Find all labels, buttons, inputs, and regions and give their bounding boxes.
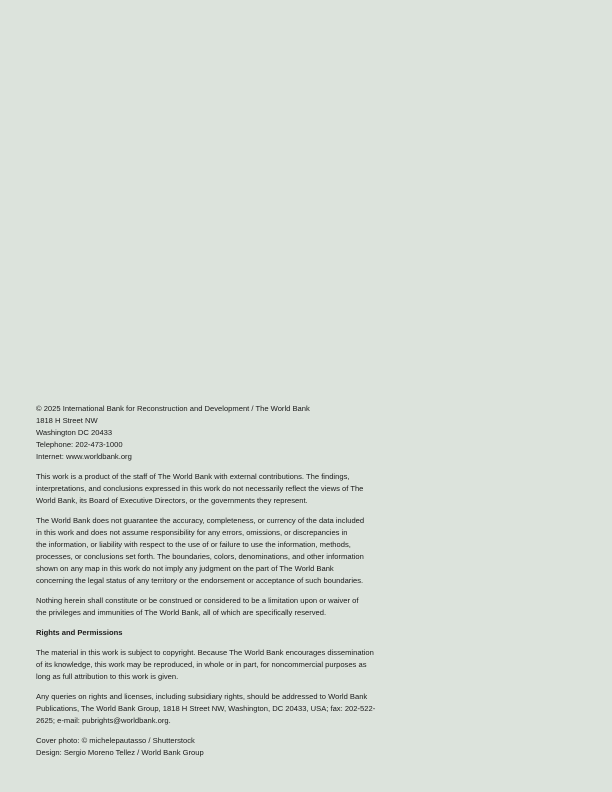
paragraph-line: interpretations, and conclusions expressed in this work do not necessarily reflect the views of The bbox=[36, 484, 364, 493]
disclaimer-immunities-paragraph bbox=[36, 595, 436, 619]
rights-heading: Rights and Permissions bbox=[36, 628, 123, 637]
paragraph-line: The World Bank does not guarantee the accuracy, completeness, or currency of the data included bbox=[36, 516, 365, 525]
paragraph-line: the privileges and immunities of The World Bank, all of which are specifically reserved. bbox=[36, 608, 327, 617]
paragraph-line: Nothing herein shall constitute or be construed or considered to be a limitation upon or waiver of bbox=[36, 596, 359, 605]
cover-photo-credit: Cover photo: © michelepautasso / Shutterstock bbox=[36, 736, 195, 745]
address-block bbox=[36, 403, 436, 463]
telephone-line: Telephone: 202-473-1000 bbox=[36, 440, 123, 449]
internet-line: Internet: www.worldbank.org bbox=[36, 452, 132, 461]
paragraph-line: shown on any map in this work do not imply any judgment on the part of The World Bank bbox=[36, 564, 334, 573]
street-line: 1818 H Street NW bbox=[36, 416, 98, 425]
paragraph-line: long as full attribution to this work is given. bbox=[36, 672, 179, 681]
rights-material-paragraph bbox=[36, 647, 436, 683]
paragraph-line: in this work and does not assume responsibility for any errors, omissions, or discrepancies in bbox=[36, 528, 348, 537]
paragraph-line: the information, or liability with respect to the use of or failure to use the information, methods, bbox=[36, 540, 351, 549]
paragraph-line: Publications, The World Bank Group, 1818 H Street NW, Washington, DC 20433, USA; fax: 202-522- bbox=[36, 704, 376, 713]
disclaimer-guarantee-paragraph bbox=[36, 515, 436, 587]
disclaimer-work-paragraph bbox=[36, 471, 436, 507]
paragraph-line: Any queries on rights and licenses, including subsidiary rights, should be addressed to World Bank bbox=[36, 692, 368, 701]
paragraph-line: processes, or conclusions set forth. The boundaries, colors, denominations, and other information bbox=[36, 552, 364, 561]
rights-queries-paragraph bbox=[36, 691, 436, 727]
paragraph-line: of its knowledge, this work may be reproduced, in whole or in part, for noncommercial purposes as bbox=[36, 660, 367, 669]
design-credit: Design: Sergio Moreno Tellez / World Bank Group bbox=[36, 748, 204, 757]
city-line: Washington DC 20433 bbox=[36, 428, 113, 437]
paragraph-line: concerning the legal status of any territory or the endorsement or acceptance of such boundaries. bbox=[36, 576, 364, 585]
paragraph-line: This work is a product of the staff of The World Bank with external contributions. The findings, bbox=[36, 472, 350, 481]
paragraph-line: World Bank, its Board of Executive Directors, or the governments they represent. bbox=[36, 496, 308, 505]
copyright-line: © 2025 International Bank for Reconstruction and Development / The World Bank bbox=[36, 404, 310, 413]
paragraph-line: The material in this work is subject to copyright. Because The World Bank encourages dissemination bbox=[36, 648, 374, 657]
paragraph-line: 2625; e-mail: pubrights@worldbank.org. bbox=[36, 716, 171, 725]
copyright-page-block bbox=[36, 403, 436, 759]
credits-block bbox=[36, 735, 436, 759]
